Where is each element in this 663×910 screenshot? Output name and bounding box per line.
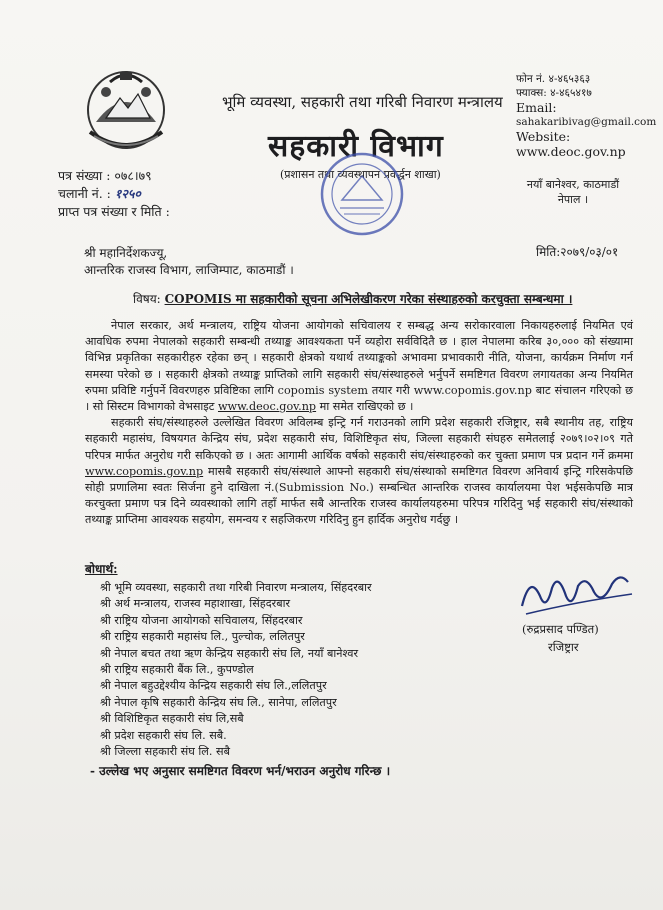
addressee-line-2: आन्तरिक राजस्व विभाग, लाजिम्पाट, काठमाडौं ।	[84, 263, 294, 277]
website-url: www.deoc.gov.np	[516, 144, 626, 159]
cc-item: श्री नेपाल बचत तथा ऋण केन्द्रिय सहकारी संघ लि, नयाँ बानेश्वर	[100, 646, 359, 660]
reference-block	[58, 167, 170, 221]
address-line-1: नयाँ बानेश्वर, काठमाडौं	[526, 178, 620, 191]
body-paragraph-1	[85, 318, 633, 415]
letter-number: पत्र संख्या : ०७८।७९	[58, 168, 152, 183]
cc-heading: बोधार्थ:	[85, 562, 118, 576]
signatory-title: रजिष्ट्रार	[548, 640, 579, 654]
dispatch-number: १२५०	[114, 186, 141, 201]
subject-line	[133, 290, 572, 307]
cc-item: श्री राष्ट्रिय सहकारी बैंक लि., कुपण्डोल	[100, 663, 254, 677]
body-paragraph-2-text-b: मासबै सहकारी संघ/संस्थाले आफ्नो सहकारी संघ/संस्थाको समष्टिगत विवरण अनिवार्य इन्ट्रि गरिसकेपछि सोही प्रणालिमा स्वतः सिर्जना हुने दाखिला नं.(Submission No.) सम्बन्धित आन्तरिक राजस्व कार्यालयमा पेश भईसकेपछि मात्र करचुक्ता प्रमाण पत्र दिने व्यवस्थाको लागि तहाँ मार्फत सबै आन्तरिक राजस्व कार्यालयहरुमा परिपत्र गरिदिनु भई सहकारी संघ/संस्थाको तथ्याङ्क प्राप्तिमा आवश्यक सहयोग, समन्वय र सहजिकरण गरिदिनु हुन हार्दिक अनुरोध गर्दछु ।	[85, 464, 633, 527]
cc-item: श्री नेपाल कृषि सहकारी केन्द्रिय संघ लि., सानेपा, ललितपुर	[100, 695, 337, 709]
address-line-2: नेपाल ।	[557, 193, 589, 206]
deoc-website-link[interactable]: www.deoc.gov.np	[217, 400, 317, 414]
signature-icon	[516, 566, 636, 626]
website-label: Website:	[516, 129, 571, 144]
branch-name: (प्रशासन तथा व्यवस्थापन प्रवर्द्धन शाखा)	[280, 168, 441, 181]
ministry-name: भूमि व्यवस्था, सहकारी तथा गरिबी निवारण मन्त्रालय	[222, 93, 503, 111]
cc-item: श्री विशिष्टिकृत सहकारी संघ लि,सबै	[100, 712, 244, 726]
letter-date: मिति:२०७९/०३/०१	[536, 245, 619, 259]
dispatch-number-row	[58, 185, 170, 203]
phone-number: फोन नं. ४-४६५३६३	[516, 73, 591, 85]
cc-item: श्री अर्थ मन्त्रालय, राजस्व महाशाखा, सिंहदरबार	[100, 597, 291, 611]
copomis-website-link[interactable]: www.copomis.gov.np	[85, 464, 204, 478]
signatory-name: (रुद्रप्रसाद पण्डित)	[522, 622, 599, 636]
email-address: sahakaribivag@gmail.com	[516, 116, 657, 128]
body-paragraph-1-text: नेपाल सरकार, अर्थ मन्त्रालय, राष्ट्रिय योजना आयोगको सचिवालय र सम्बद्ध अन्य सरोकारवाला निकायहरुलाई नियमित एवं आवधिक रुपमा नेपालको सहकारी सम्बन्धी तथ्याङ्क आवश्यकता पर्ने व्यहोरा सर्वविदितै छ । हाल नेपालमा करिब ३०,००० को संख्यामा विभिन्न प्रकृतिका सहकारीहरु रहेका छन् । सहकारी क्षेत्रको यथार्थ तथ्याङ्कको अभावमा प्रभावकारी नीति, योजना, कार्यक्रम निर्माण गर्न समस्या परेको छ । सहकारी क्षेत्रको तथ्याङ्क प्राप्तिको लागि सहकारी संघ/संस्थाहरुले भर्नुपर्ने समष्टिगत विवरण लगायतका अन्य नियमित रुपमा प्रविष्टि गर्नुपर्ने विवरणहरु प्रविष्टिका लागि copomis system तयार गरी www.copomis.gov.np बाट संचालन गरिएको छ । सो सिस्टम विभागको वेभसाइट	[85, 319, 633, 414]
contact-block	[516, 72, 656, 159]
department-name: सहकारी विभाग	[268, 129, 444, 164]
addressee-line-1: श्री महानिर्देशकज्यू,	[84, 246, 168, 260]
official-stamp-icon	[318, 150, 406, 238]
office-address	[518, 177, 628, 207]
body-paragraph-2-text-a: सहकारी संघ/संस्थाहरुले उल्लेखित विवरण अविलम्ब इन्ट्रि गर्न गराउनको लागि प्रदेश सहकारी रजिष्ट्रार, सबै स्थानीय तह, राष्ट्रिय सहकारी महासंघ, विषयगत केन्द्रिय संघ, प्रदेश सहकारी संघ, विशिष्टिकृत संघ, जिल्ला सहकारी संघहरु समेतलाई २०७९।०२।०९ गते परिपत्र मार्फत अनुरोध गरी सकिएको छ । अतः आगामी आर्थिक वर्षको सहकारी संघ/संस्थाहरुको कर चुक्ता प्रमाण पत्र प्रदान गर्ने क्रममा	[85, 416, 633, 462]
received-letter-info: प्राप्त पत्र संख्या र मिति :	[58, 204, 170, 219]
body-paragraph-1-tail: मा समेत राखिएको छ ।	[319, 400, 414, 414]
addressee-block	[84, 245, 294, 279]
cc-item: श्री प्रदेश सहकारी संघ लि. सबै.	[100, 728, 227, 742]
cc-list	[100, 580, 372, 760]
fax-number: फ्याक्स: ४-४६५४१७	[516, 87, 592, 99]
letter-body	[85, 318, 633, 529]
email-label: Email:	[516, 100, 557, 115]
cc-item: श्री नेपाल बहुउद्देश्यीय केन्द्रिय सहकारी संघ लि.,ललितपुर	[100, 679, 327, 693]
cc-item: श्री राष्ट्रिय योजना आयोगको सचिवालय, सिंहदरबार	[100, 613, 303, 627]
cc-item: श्री भूमि व्यवस्था, सहकारी तथा गरिबी निवारण मन्त्रालय, सिंहदरबार	[100, 581, 372, 594]
cc-item: श्री राष्ट्रिय सहकारी महासंघ लि., पुल्चोक, ललितपुर	[100, 630, 305, 644]
body-paragraph-2	[85, 415, 633, 528]
nepal-emblem-icon	[80, 62, 172, 154]
dispatch-label: चलानी नं. :	[58, 186, 111, 201]
subject-text: COPOMIS मा सहकारीको सूचना अभिलेखीकरण गरेका संस्थाहरुको करचुक्ता सम्बन्धमा ।	[164, 292, 573, 306]
cc-note: - उल्लेख भए अनुसार समष्टिगत विवरण भर्न/भराउन अनुरोध गरिन्छ ।	[90, 764, 391, 778]
cc-item: श्री जिल्ला सहकारी संघ लि. सबै	[100, 745, 230, 759]
subject-label: विषय:	[133, 292, 161, 306]
